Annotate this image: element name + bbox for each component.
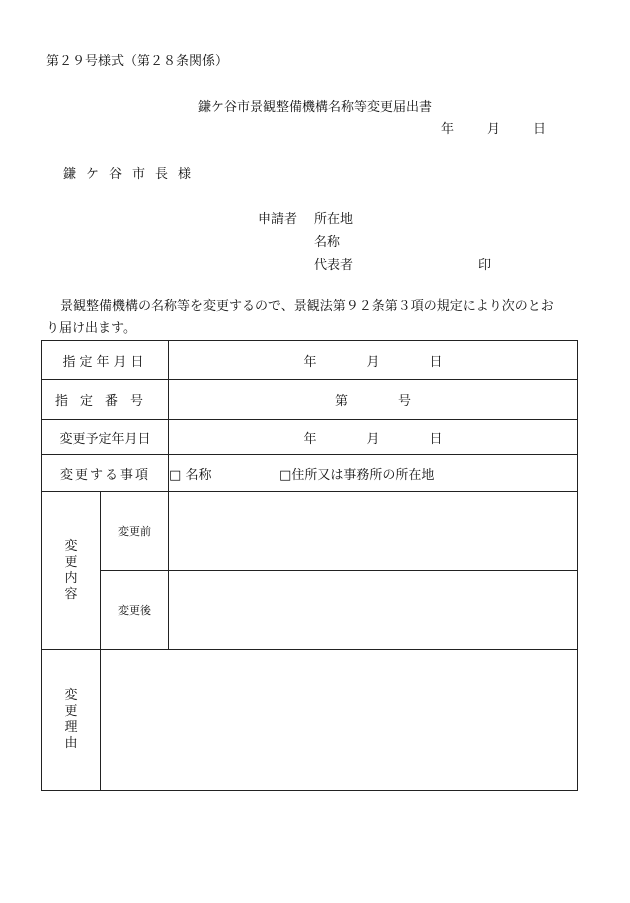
change-before-field[interactable] [169, 492, 578, 571]
option-address-label: 住所又は事務所の所在地 [291, 467, 435, 483]
change-content-label [42, 492, 101, 650]
option-address[interactable] [279, 464, 434, 483]
designation-date-field[interactable]: 年 月 日 [169, 341, 578, 380]
applicant-name-label: 名称 [314, 235, 341, 250]
items-to-change-row [42, 455, 578, 492]
designation-number-label: 指定番号 [42, 380, 169, 420]
designation-date-label: 指定年月日 [42, 341, 169, 380]
change-form-table [41, 340, 578, 791]
change-reason-row [42, 650, 578, 791]
change-after-label: 変更後 [101, 571, 169, 650]
change-reason-field[interactable] [101, 650, 578, 791]
change-content-vertical-label: 変更内容 [64, 538, 78, 602]
option-name[interactable] [169, 464, 279, 483]
seal-mark: 印 [478, 258, 492, 273]
date-year-label: 年 [441, 122, 455, 137]
items-to-change-label: 変更する事項 [42, 455, 169, 492]
designation-date-row [42, 341, 578, 380]
designation-number-row [42, 380, 578, 420]
form-number: 第２９号様式（第２８条関係） [46, 54, 229, 69]
date-month-label: 月 [487, 122, 501, 137]
change-before-row [42, 492, 578, 571]
change-reason-label [42, 650, 101, 791]
items-to-change-options [169, 455, 578, 492]
checkbox-address[interactable]: □ [279, 467, 292, 483]
designation-number-field[interactable]: 第 号 [169, 380, 578, 420]
addressee: 鎌ケ谷市長様 [63, 167, 202, 182]
change-after-field[interactable] [169, 571, 578, 650]
scheduled-change-date-field[interactable]: 年 月 日 [169, 420, 578, 455]
scheduled-change-date-label: 変更予定年月日 [42, 420, 169, 455]
declaration-body: 景観整備機構の名称等を変更するので、景観法第９２条第３項の規定により次のとおり届け出ます。 [46, 299, 554, 336]
submission-date [441, 118, 546, 137]
applicant-representative-label: 代表者 [314, 258, 354, 273]
change-after-row [42, 571, 578, 650]
scheduled-change-date-row [42, 420, 578, 455]
checkbox-name[interactable]: □ [169, 467, 182, 483]
date-day-label: 日 [533, 122, 547, 137]
applicant-address-label: 所在地 [314, 212, 354, 227]
change-reason-vertical-label: 変更理由 [64, 688, 78, 751]
change-before-label: 変更前 [101, 492, 169, 571]
option-name-label: 名称 [185, 467, 212, 483]
declaration-text [46, 296, 556, 340]
applicant-label: 申請者 [258, 212, 298, 227]
document-title: 鎌ケ谷市景観整備機構名称等変更届出書 [197, 100, 432, 115]
